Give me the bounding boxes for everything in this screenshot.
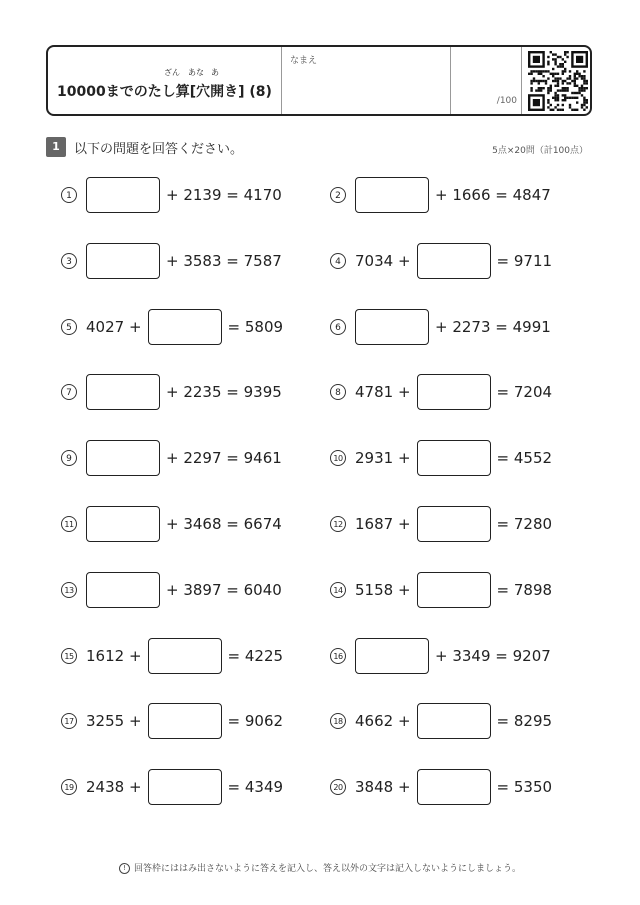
problem-number: 1 (61, 187, 77, 203)
problem-4 (330, 243, 552, 279)
answer-box[interactable] (417, 703, 491, 739)
section-instruction: 以下の問題を回答ください。 (74, 142, 244, 157)
answer-box[interactable] (417, 769, 491, 805)
problem-16 (330, 638, 551, 674)
problem-5 (61, 309, 283, 345)
footer-note (0, 861, 640, 874)
problem-7 (61, 374, 282, 410)
problem-right-term: + 3583 = 7587 (166, 251, 282, 270)
problem-right-term: + 3897 = 6040 (166, 580, 282, 599)
problem-number: 16 (330, 648, 346, 664)
answer-box[interactable] (86, 506, 160, 542)
problem-right-term: = 4225 (227, 646, 284, 665)
section-header (46, 137, 592, 157)
qr-cell (522, 47, 590, 114)
problem-11 (61, 506, 282, 542)
problem-number: 14 (330, 582, 346, 598)
answer-box[interactable] (355, 638, 429, 674)
problem-2 (330, 177, 551, 213)
problem-left-term: 5158 + (355, 580, 411, 599)
problem-number: 12 (330, 516, 346, 532)
problem-number: 19 (61, 779, 77, 795)
answer-box[interactable] (86, 374, 160, 410)
problem-number: 18 (330, 713, 346, 729)
answer-box[interactable] (148, 703, 222, 739)
problem-3 (61, 243, 282, 279)
answer-box[interactable] (86, 572, 160, 608)
problem-13 (61, 572, 282, 608)
answer-box[interactable] (417, 374, 491, 410)
problem-number: 2 (330, 187, 346, 203)
problem-right-term: = 7898 (496, 580, 553, 599)
problem-17 (61, 703, 283, 739)
problem-right-term: + 2139 = 4170 (166, 186, 282, 204)
problem-right-term: = 5809 (227, 317, 284, 336)
problem-15 (61, 638, 283, 674)
problem-right-term: + 2273 = 4991 (435, 317, 551, 336)
problem-number: 17 (61, 713, 77, 729)
problem-left-term: 2438 + (86, 778, 142, 797)
answer-box[interactable] (86, 177, 160, 213)
problem-number: 5 (61, 319, 77, 335)
worksheet-header (46, 45, 592, 116)
answer-box[interactable] (417, 506, 491, 542)
problem-left-term: 4662 + (355, 712, 411, 731)
problem-right-term: = 9711 (496, 251, 553, 270)
problem-right-term: = 4349 (227, 778, 284, 797)
answer-box[interactable] (417, 440, 491, 476)
furigana-a: あ (211, 68, 219, 77)
problem-14 (330, 572, 552, 608)
problem-12 (330, 506, 552, 542)
answer-box[interactable] (355, 309, 429, 345)
problem-10 (330, 440, 552, 476)
problem-right-term: + 3468 = 6674 (166, 515, 282, 533)
problem-right-term: = 5350 (496, 778, 553, 797)
furigana-ana: あな (188, 68, 204, 77)
problem-right-term: + 2297 = 9461 (166, 449, 282, 468)
problem-right-term: = 4552 (496, 449, 553, 468)
problem-right-term: + 2235 = 9395 (166, 383, 282, 402)
problem-left-term: 3848 + (355, 778, 411, 797)
problem-right-term: = 7204 (496, 383, 553, 402)
problem-left-term: 4781 + (355, 383, 411, 402)
problem-9 (61, 440, 282, 476)
problem-right-term: = 8295 (496, 712, 553, 731)
problem-19 (61, 769, 283, 805)
info-icon: ! (119, 863, 130, 874)
problem-right-term: = 7280 (496, 515, 553, 533)
page-title: 10000までのたし算[穴開き] (8) (57, 84, 272, 100)
problem-right-term: + 1666 = 4847 (435, 186, 551, 204)
problem-18 (330, 703, 552, 739)
problem-20 (330, 769, 552, 805)
answer-box[interactable] (148, 309, 222, 345)
problem-left-term: 4027 + (86, 317, 142, 336)
problem-number: 6 (330, 319, 346, 335)
problem-left-term: 1612 + (86, 646, 142, 665)
qr-code-icon (528, 51, 588, 111)
problem-number: 11 (61, 516, 77, 532)
name-field[interactable] (282, 47, 451, 114)
problem-left-term: 1687 + (355, 515, 411, 533)
footer-text: 回答枠にははみ出さないように答えを記入し、答え以外の文字は記入しないようにしましょう。 (133, 864, 521, 874)
title-cell (48, 47, 282, 114)
problem-1 (61, 177, 282, 213)
furigana-zan: ざん (164, 68, 180, 77)
problem-number: 13 (61, 582, 77, 598)
problem-number: 20 (330, 779, 346, 795)
problem-number: 8 (330, 384, 346, 400)
answer-box[interactable] (148, 769, 222, 805)
problem-8 (330, 374, 552, 410)
problem-number: 7 (61, 384, 77, 400)
section-number: 1 (46, 137, 66, 157)
answer-box[interactable] (86, 440, 160, 476)
answer-box[interactable] (417, 572, 491, 608)
score-label: /100 (496, 96, 517, 106)
answer-box[interactable] (417, 243, 491, 279)
answer-box[interactable] (86, 243, 160, 279)
problem-right-term: = 9062 (227, 712, 284, 731)
score-field[interactable] (451, 47, 522, 114)
problem-number: 10 (330, 450, 346, 466)
problem-left-term: 2931 + (355, 449, 411, 468)
section-points: 5点×20問（計100点） (492, 146, 588, 156)
answer-box[interactable] (355, 177, 429, 213)
problem-number: 9 (61, 450, 77, 466)
problem-number: 15 (61, 648, 77, 664)
name-label: なまえ (290, 56, 318, 66)
problem-left-term: 3255 + (86, 712, 142, 731)
problem-number: 4 (330, 253, 346, 269)
problem-6 (330, 309, 551, 345)
problem-left-term: 7034 + (355, 251, 411, 270)
answer-box[interactable] (148, 638, 222, 674)
problem-number: 3 (61, 253, 77, 269)
problem-right-term: + 3349 = 9207 (435, 646, 551, 665)
